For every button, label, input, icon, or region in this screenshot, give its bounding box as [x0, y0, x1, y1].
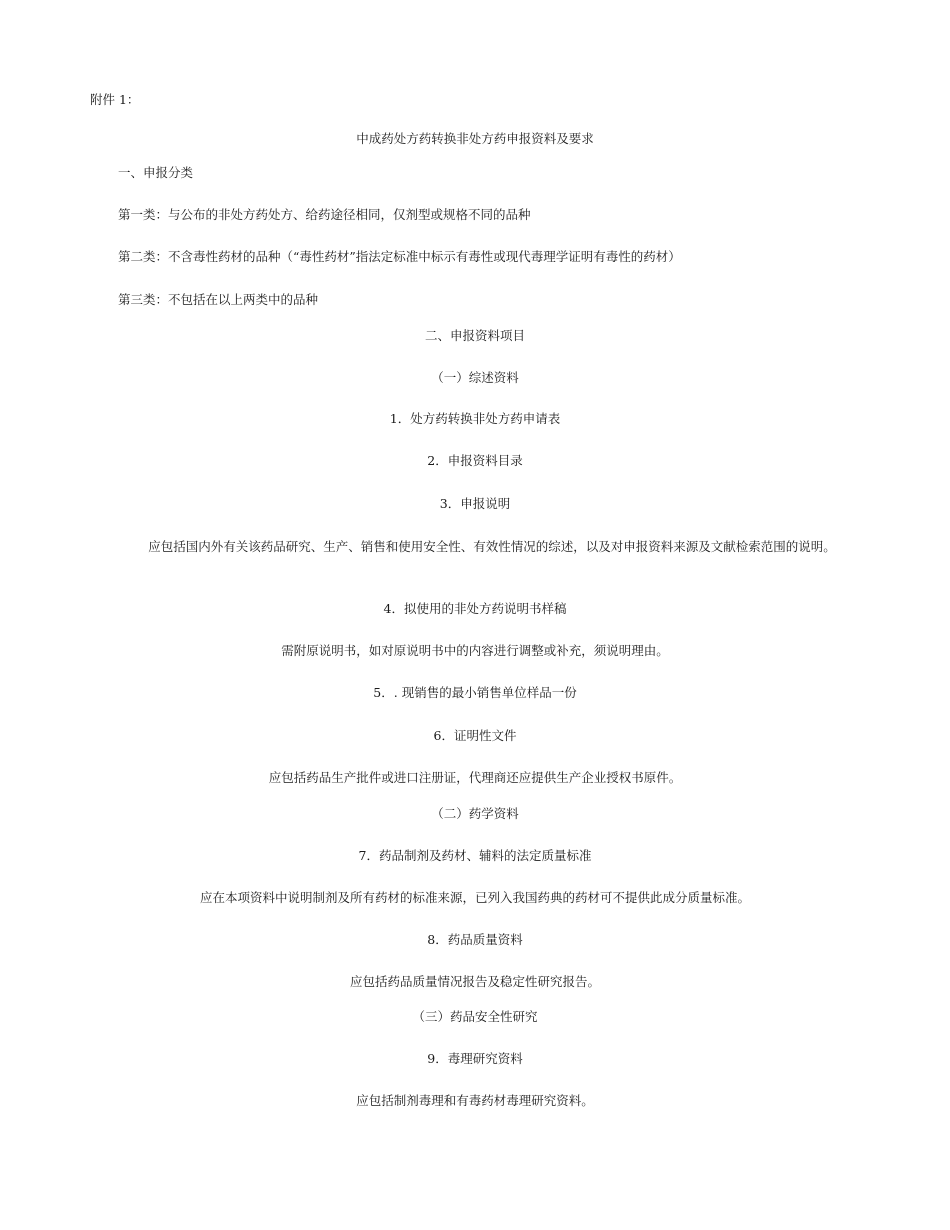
section1-heading: 一、申报分类 — [118, 165, 194, 180]
document-title: 中成药处方药转换非处方药申报资料及要求 — [356, 131, 594, 146]
item-3: 3．申报说明 — [439, 496, 511, 511]
item-8-description: 应包括药品质量情况报告及稳定性研究报告。 — [349, 974, 600, 989]
item-4: 4．拟使用的非处方药说明书样稿 — [383, 601, 567, 616]
item-4-description: 需附原说明书，如对原说明书中的内容进行调整或补充，须说明理由。 — [281, 643, 669, 658]
item-9: 9．毒理研究资料 — [427, 1051, 523, 1066]
category-2: 第二类：不含毒性药材的品种（“毒性药材”指法定标准中标示有毒性或现代毒理学证明有毒性的药材） — [118, 249, 681, 264]
category-1: 第一类：与公布的非处方药处方、给药途径相同，仅剂型或规格不同的品种 — [118, 207, 531, 222]
attachment-label: 附件 1： — [90, 92, 140, 107]
item-9-description: 应包括制剂毒理和有毒药材毒理研究资料。 — [356, 1093, 594, 1108]
item-7-description: 应在本项资料中说明制剂及所有药材的标准来源，已列入我国药典的药材可不提供此成分质量标准。 — [199, 890, 750, 905]
item-6: 6．证明性文件 — [433, 728, 517, 743]
category-3: 第三类：不包括在以上两类中的品种 — [118, 292, 319, 307]
item-2: 2．申报资料目录 — [427, 453, 523, 468]
item-3-description: 应包括国内外有关该药品研究、生产、销售和使用安全性、有效性情况的综述，以及对申报资料来源及文献检索范围的说明。 — [148, 539, 836, 554]
item-6-description: 应包括药品生产批件或进口注册证，代理商还应提供生产企业授权书原件。 — [268, 770, 682, 785]
group-safety-heading: （三）药品安全性研究 — [412, 1009, 538, 1024]
section2-heading: 二、申报资料项目 — [424, 328, 525, 343]
item-1: 1．处方药转换非处方药申请表 — [389, 411, 561, 426]
item-5: 5．. 现销售的最小销售单位样品一份 — [373, 685, 577, 700]
group-overview-heading: （一）综述资料 — [431, 370, 519, 385]
item-8: 8．药品质量资料 — [427, 932, 523, 947]
group-pharmacy-heading: （二）药学资料 — [431, 806, 519, 821]
item-7: 7．药品制剂及药材、辅料的法定质量标准 — [358, 848, 592, 863]
